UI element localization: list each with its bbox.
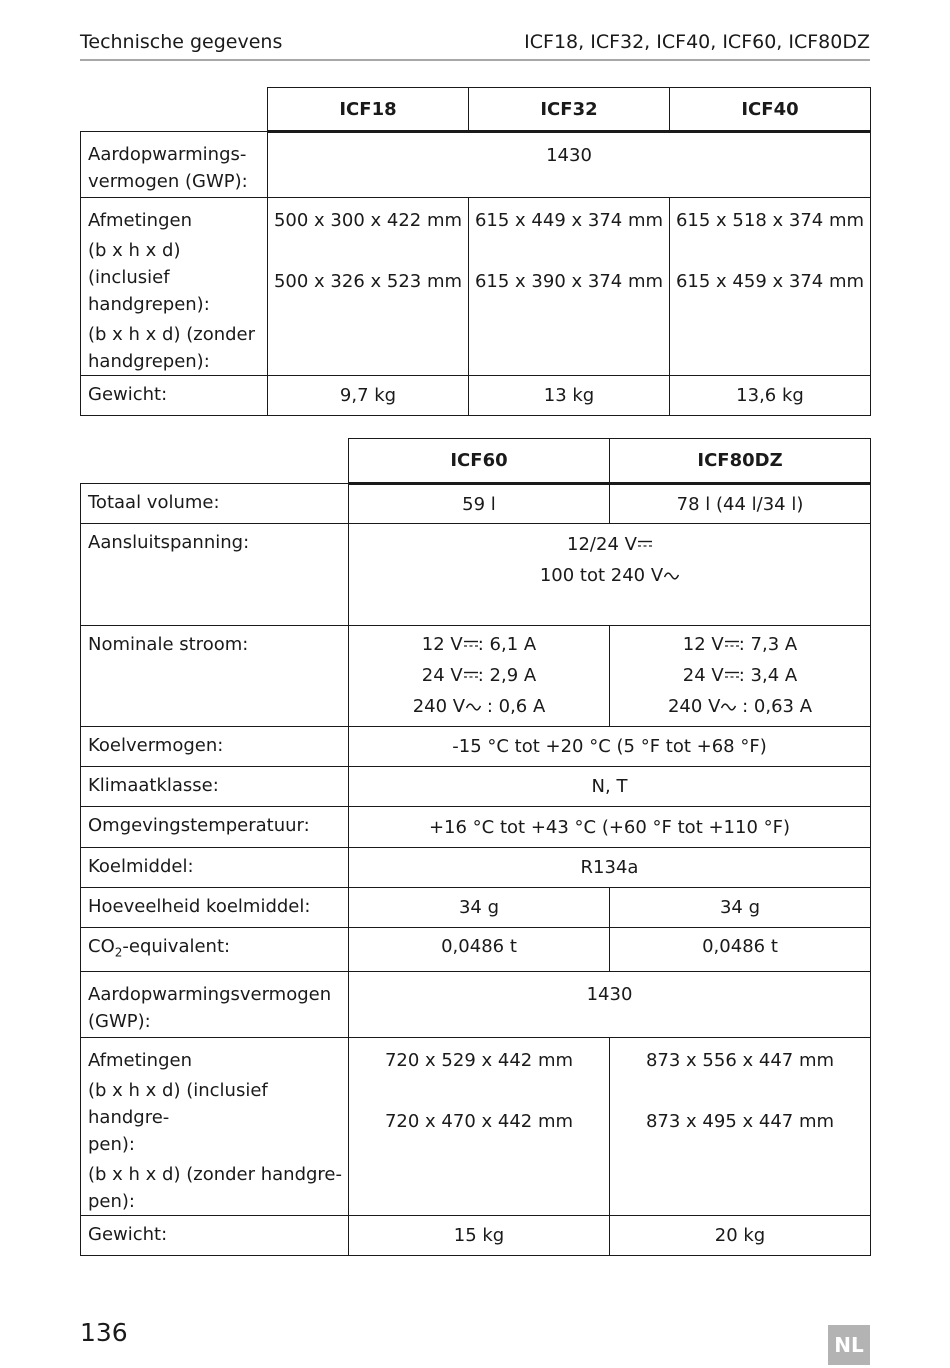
weight-icf18: 9,7 kg: [268, 376, 469, 416]
table-row: [81, 198, 871, 376]
dc-voltage-icon: [638, 540, 652, 548]
ac-voltage-icon: [721, 703, 736, 711]
weight-icf32: 13 kg: [469, 376, 670, 416]
table-row: [81, 524, 871, 626]
refrigerant-amount-label: Hoeveelheid koelmiddel:: [81, 888, 349, 928]
gwp-label: Aardopwarmings- vermogen (GWP):: [81, 132, 268, 198]
supply-voltage-value: [349, 524, 871, 626]
co2-equivalent-icf60: 0,0486 t: [349, 928, 610, 972]
supply-voltage-dc: 12/24 V: [567, 534, 637, 555]
nominal-current-icf60: 12 V : 6,1 A 24 V : 2,9 A 240 V : 0,6 A: [349, 626, 610, 727]
header-empty-cell: [81, 439, 349, 484]
dimensions-icf80dz: 873 x 556 x 447 mm 873 x 495 x 447 mm: [610, 1038, 871, 1216]
dimensions-icf60: 720 x 529 x 442 mm 720 x 470 x 442 mm: [349, 1038, 610, 1216]
total-volume-label: Totaal volume:: [81, 484, 349, 524]
header-empty-cell: [81, 88, 268, 132]
dimensions-icf32: 615 x 449 x 374 mm 615 x 390 x 374 mm: [469, 198, 670, 376]
table-row: [81, 848, 871, 888]
refrigerant-amount-icf60: 34 g: [349, 888, 610, 928]
cooling-capacity-value: -15 °C tot +20 °C (5 °F tot +68 °F): [349, 727, 871, 767]
table-row: [81, 376, 871, 416]
refrigerant-label: Koelmiddel:: [81, 848, 349, 888]
gwp-label: Aardopwarmingsvermogen (GWP):: [81, 972, 349, 1038]
table-row: [81, 928, 871, 972]
table-row: [81, 807, 871, 848]
weight-icf60: 15 kg: [349, 1216, 610, 1256]
dimensions-label: Afmetingen (b x h x d) (inclusief handgrepen): (b x h x d) (zonder handgrepen):: [81, 198, 268, 376]
table-row: [81, 972, 871, 1038]
gwp-value: 1430: [349, 972, 871, 1038]
table-row: [81, 1038, 871, 1216]
table-row: [81, 1216, 871, 1256]
weight-label: Gewicht:: [81, 376, 268, 416]
table-row: [81, 727, 871, 767]
total-volume-icf80dz: 78 l (44 l/34 l): [610, 484, 871, 524]
dimensions-label: Afmetingen (b x h x d) (inclusief handgre- pen): (b x h x d) (zonder handgre- pen):: [81, 1038, 349, 1216]
nominal-current-label: Nominale stroom:: [81, 626, 349, 727]
climate-class-value: N, T: [349, 767, 871, 807]
table-row: [81, 888, 871, 928]
table-row: [81, 484, 871, 524]
dc-voltage-icon: [725, 640, 739, 648]
supply-voltage-label: Aansluitspanning:: [81, 524, 349, 626]
nominal-current-icf80dz: 12 V : 7,3 A 24 V : 3,4 A 240 V : 0,63 A: [610, 626, 871, 727]
ac-voltage-icon: [466, 703, 481, 711]
refrigerant-amount-icf80dz: 34 g: [610, 888, 871, 928]
table-row: [81, 132, 871, 198]
spec-table-icf18-32-40: [80, 87, 871, 416]
table-row: [81, 767, 871, 807]
column-header-icf18: ICF18: [268, 88, 469, 132]
supply-voltage-ac: 100 tot 240 V: [539, 565, 664, 586]
column-header-icf40: ICF40: [670, 88, 871, 132]
gwp-value: 1430: [268, 132, 871, 198]
table-header-row: [81, 439, 871, 484]
co2-equivalent-icf80dz: 0,0486 t: [610, 928, 871, 972]
model-list: ICF18, ICF32, ICF40, ICF60, ICF80DZ: [524, 31, 870, 53]
co2-equivalent-label: $CO_2$-equivalent:: [81, 928, 349, 972]
weight-icf40: 13,6 kg: [670, 376, 871, 416]
weight-label: Gewicht:: [81, 1216, 349, 1256]
dimensions-icf40: 615 x 518 x 374 mm 615 x 459 x 374 mm: [670, 198, 871, 376]
dc-voltage-icon: [464, 640, 478, 648]
ambient-temperature-label: Omgevingstemperatuur:: [81, 807, 349, 848]
column-header-icf80dz: ICF80DZ: [610, 439, 871, 484]
language-badge: NL: [828, 1325, 870, 1365]
climate-class-label: Klimaatklasse:: [81, 767, 349, 807]
dimensions-icf18: 500 x 300 x 422 mm 500 x 326 x 523 mm: [268, 198, 469, 376]
dc-voltage-icon: [464, 671, 478, 679]
section-title: Technische gegevens: [80, 31, 283, 53]
total-volume-icf60: 59 l: [349, 484, 610, 524]
dc-voltage-icon: [725, 671, 739, 679]
page-number: 136: [80, 1318, 128, 1347]
table-row: [81, 626, 871, 727]
cooling-capacity-label: Koelvermogen:: [81, 727, 349, 767]
refrigerant-value: R134a: [349, 848, 871, 888]
ac-voltage-icon: [664, 572, 679, 580]
table-header-row: [81, 88, 871, 132]
page-header: [80, 29, 870, 61]
weight-icf80dz: 20 kg: [610, 1216, 871, 1256]
spec-table-icf60-80dz: [80, 438, 871, 1256]
ambient-temperature-value: +16 °C tot +43 °C (+60 °F tot +110 °F): [349, 807, 871, 848]
column-header-icf60: ICF60: [349, 439, 610, 484]
column-header-icf32: ICF32: [469, 88, 670, 132]
